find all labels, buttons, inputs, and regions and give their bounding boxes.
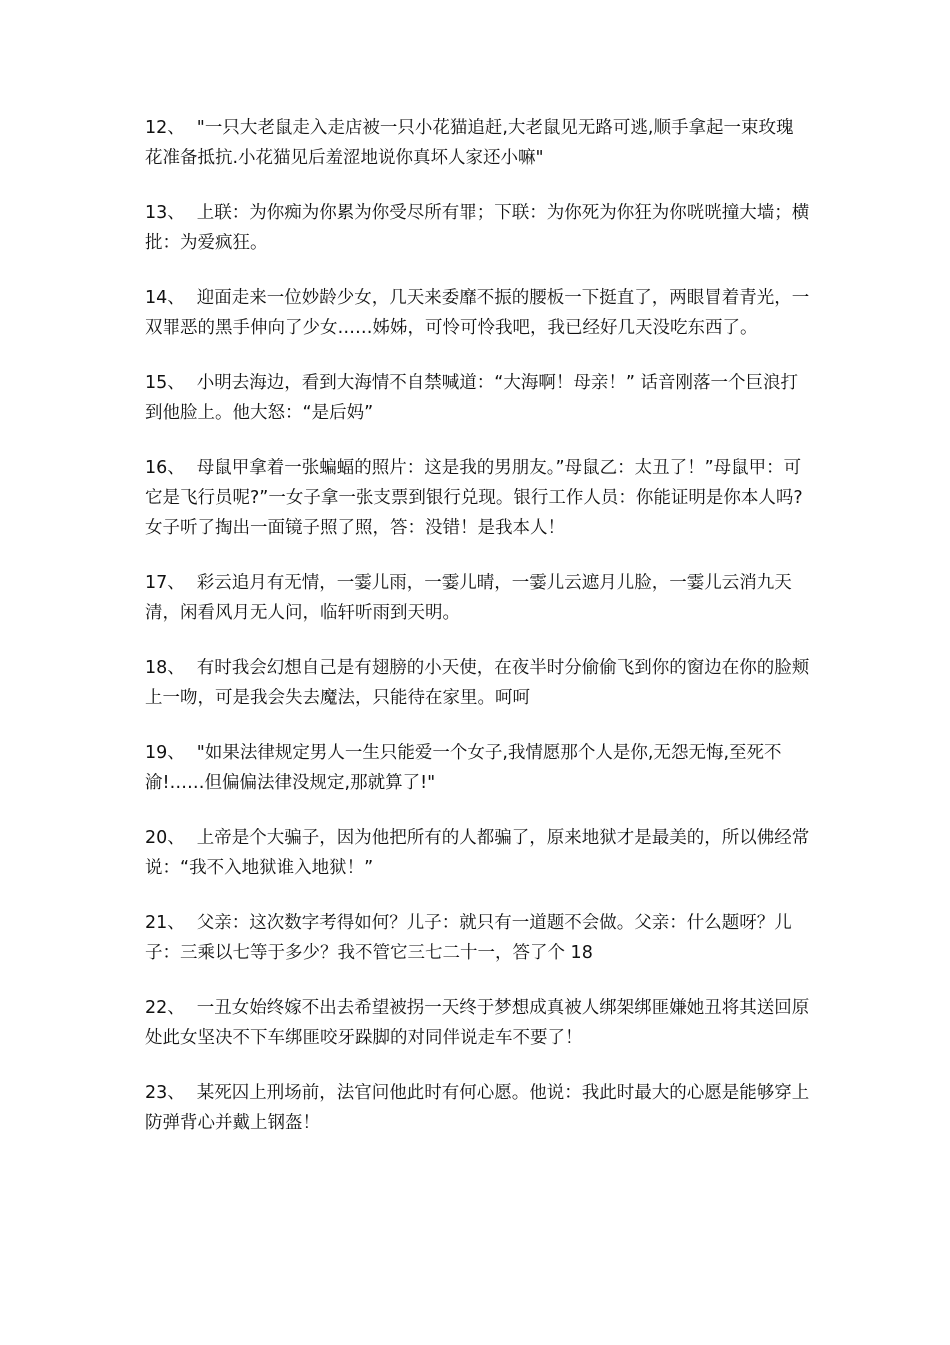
list-item (145, 368, 810, 428)
list-item (145, 283, 810, 343)
item-number: 20、 (145, 828, 185, 848)
item-number: 19、 (145, 743, 185, 763)
item-number: 17、 (145, 573, 185, 593)
item-number: 14、 (145, 288, 185, 308)
item-text: 一丑女始终嫁不出去希望被拐一天终于梦想成真被人绑架绑匪嫌她丑将其送回原处此女坚决不下车绑匪咬牙跺脚的对同伴说走车不要了！ (145, 998, 810, 1048)
item-text: 迎面走来一位妙龄少女，几天来委靡不振的腰板一下挺直了，两眼冒着青光，一双罪恶的黑手伸向了少女……姊姊，可怜可怜我吧，我已经好几天没吃东西了。 (145, 288, 810, 338)
list-item (145, 453, 810, 543)
item-text: 某死囚上刑场前，法官问他此时有何心愿。他说：我此时最大的心愿是能够穿上防弹背心并戴上钢盔！ (145, 1083, 810, 1133)
list-item (145, 198, 810, 258)
item-number: 18、 (145, 658, 185, 678)
item-number: 13、 (145, 203, 185, 223)
list-item (145, 993, 810, 1053)
item-number: 23、 (145, 1083, 185, 1103)
item-number: 16、 (145, 458, 185, 478)
item-text: 彩云追月有无情，一霎儿雨，一霎儿晴，一霎儿云遮月儿脸，一霎儿云消九天清，闲看风月无人问，临轩听雨到天明。 (145, 573, 792, 623)
list-item (145, 113, 810, 173)
item-number: 21、 (145, 913, 185, 933)
list-item (145, 738, 810, 798)
item-text: 小明去海边，看到大海情不自禁喊道：“大海啊！母亲！” 话音刚落一个巨浪打到他脸上。他大怒：“是后妈” (145, 373, 798, 423)
item-number: 15、 (145, 373, 185, 393)
list-item (145, 908, 810, 968)
item-text: 父亲：这次数字考得如何？儿子：就只有一道题不会做。父亲：什么题呀？儿子：三乘以七等于多少？我不管它三七二十一，答了个 18 (145, 913, 792, 963)
item-text: 有时我会幻想自己是有翅膀的小天使，在夜半时分偷偷飞到你的窗边在你的脸颊上一吻，可是我会失去魔法，只能待在家里。呵呵 (145, 658, 810, 708)
item-text: 母鼠甲拿着一张蝙蝠的照片：这是我的男朋友。”母鼠乙：太丑了！”母鼠甲：可它是飞行员呢?”一女子拿一张支票到银行兑现。银行工作人员：你能证明是你本人吗?女子听了掏出一面镜子照了照，答：没错！是我本人！ (145, 458, 803, 538)
item-number: 12、 (145, 118, 185, 138)
item-number: 22、 (145, 998, 185, 1018)
list-item (145, 1078, 810, 1138)
item-text: "如果法律规定男人一生只能爱一个女子,我情愿那个人是你,无怨无悔,至死不渝!……但偏偏法律没规定,那就算了!" (145, 743, 782, 793)
list-item (145, 568, 810, 628)
item-text: 上联：为你痴为你累为你受尽所有罪；下联：为你死为你狂为你咣咣撞大墙；横批：为爱疯狂。 (145, 203, 810, 253)
item-text: 上帝是个大骗子，因为他把所有的人都骗了，原来地狱才是最美的，所以佛经常说：“我不入地狱谁入地狱！” (145, 828, 810, 878)
document-page (145, 113, 810, 1163)
list-item (145, 653, 810, 713)
item-text: "一只大老鼠走入走店被一只小花猫追赶,大老鼠见无路可逃,顺手拿起一束玫瑰花准备抵抗.小花猫见后羞涩地说你真坏人家还小嘛" (145, 118, 794, 168)
list-item (145, 823, 810, 883)
